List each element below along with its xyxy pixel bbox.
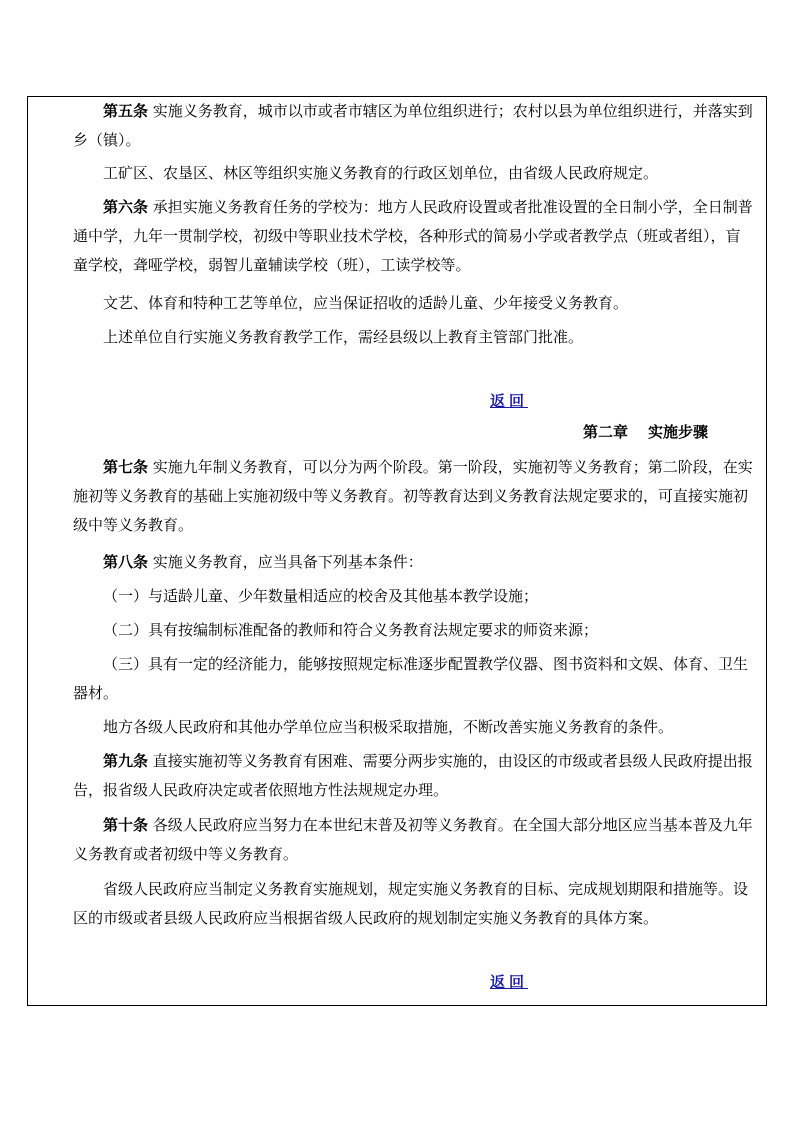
article-text: 实施九年制义务教育，可以分为两个阶段。第一阶段，实施初等义务教育；第二阶段，在实施初等义务教育的基础上实施初级中等义务教育。初等教育达到义务教育法规定要求的，可直接实施初级中等义务教育。 [73, 458, 753, 534]
article-10 [73, 811, 753, 869]
condition-item-3: （三）具有一定的经济能力，能够按照规定标准逐步配置教学仪器、图书资料和文娱、体育、卫生器材。 [73, 655, 749, 702]
condition-item-1: （一）与适龄儿童、少年数量相适应的校舍及其他基本教学设施； [103, 587, 539, 605]
article-5 [73, 97, 753, 155]
article-6 [73, 193, 753, 280]
document-frame [27, 96, 767, 1006]
article-7 [73, 453, 753, 540]
article-text: 实施义务教育，城市以市或者市辖区为单位组织进行；农村以县为单位组织进行，并落实到乡（镇）。 [73, 102, 753, 149]
article-text: 直接实施初等义务教育有困难、需要分两步实施的，由设区的市级或者县级人民政府提出报告，报省级人民政府决定或者依照地方性法规规定办理。 [73, 752, 753, 799]
chapter-heading [583, 421, 708, 442]
paragraph-approval: 上述单位自行实施义务教育教学工作，需经县级以上教育主管部门批准。 [103, 328, 584, 346]
paragraph-industrial-areas: 工矿区、农垦区、林区等组织实施义务教育的行政区划单位，由省级人民政府规定。 [103, 164, 659, 182]
article-heading: 第六条 [103, 198, 149, 216]
chapter-title: 实施步骤 [648, 423, 709, 441]
article-heading: 第五条 [103, 102, 149, 120]
article-heading: 第八条 [103, 553, 149, 571]
article-heading: 第七条 [103, 458, 149, 476]
article-heading: 第九条 [103, 752, 149, 770]
paragraph-local-governments: 地方各级人民政府和其他办学单位应当积极采取措施，不断改善实施义务教育的条件。 [103, 718, 674, 736]
chapter-number: 第二章 [583, 423, 629, 441]
condition-item-2: （二）具有按编制标准配备的教师和符合义务教育法规定要求的师资来源； [103, 621, 599, 639]
article-text: 各级人民政府应当努力在本世纪末普及初等义务教育。在全国大部分地区应当基本普及九年义务教育或者初级中等义务教育。 [73, 816, 753, 863]
article-8 [73, 548, 753, 577]
return-link[interactable]: 返回 [490, 392, 529, 410]
paragraph-arts-units: 文艺、体育和特种工艺等单位，应当保证招收的适龄儿童、少年接受义务教育。 [103, 294, 629, 312]
article-text: 实施义务教育，应当具备下列基本条件： [148, 553, 423, 571]
article-9 [73, 747, 753, 805]
article-heading: 第十条 [103, 816, 149, 834]
article-text: 承担实施义务教育任务的学校为：地方人民政府设置或者批准设置的全日制小学，全日制普通中学，九年一贯制学校，初级中等职业技术学校，各种形式的简易小学或者教学点（班或者组），盲童学校，聋哑学校，弱智儿童辅读学校（班），工读学校等。 [73, 198, 753, 274]
paragraph-provincial-plan: 省级人民政府应当制定义务教育实施规划，规定实施义务教育的目标、完成规划期限和措施等。设区的市级或者县级人民政府应当根据省级人民政府的规划制定实施义务教育的具体方案。 [73, 880, 749, 927]
return-link[interactable]: 返回 [490, 973, 529, 991]
